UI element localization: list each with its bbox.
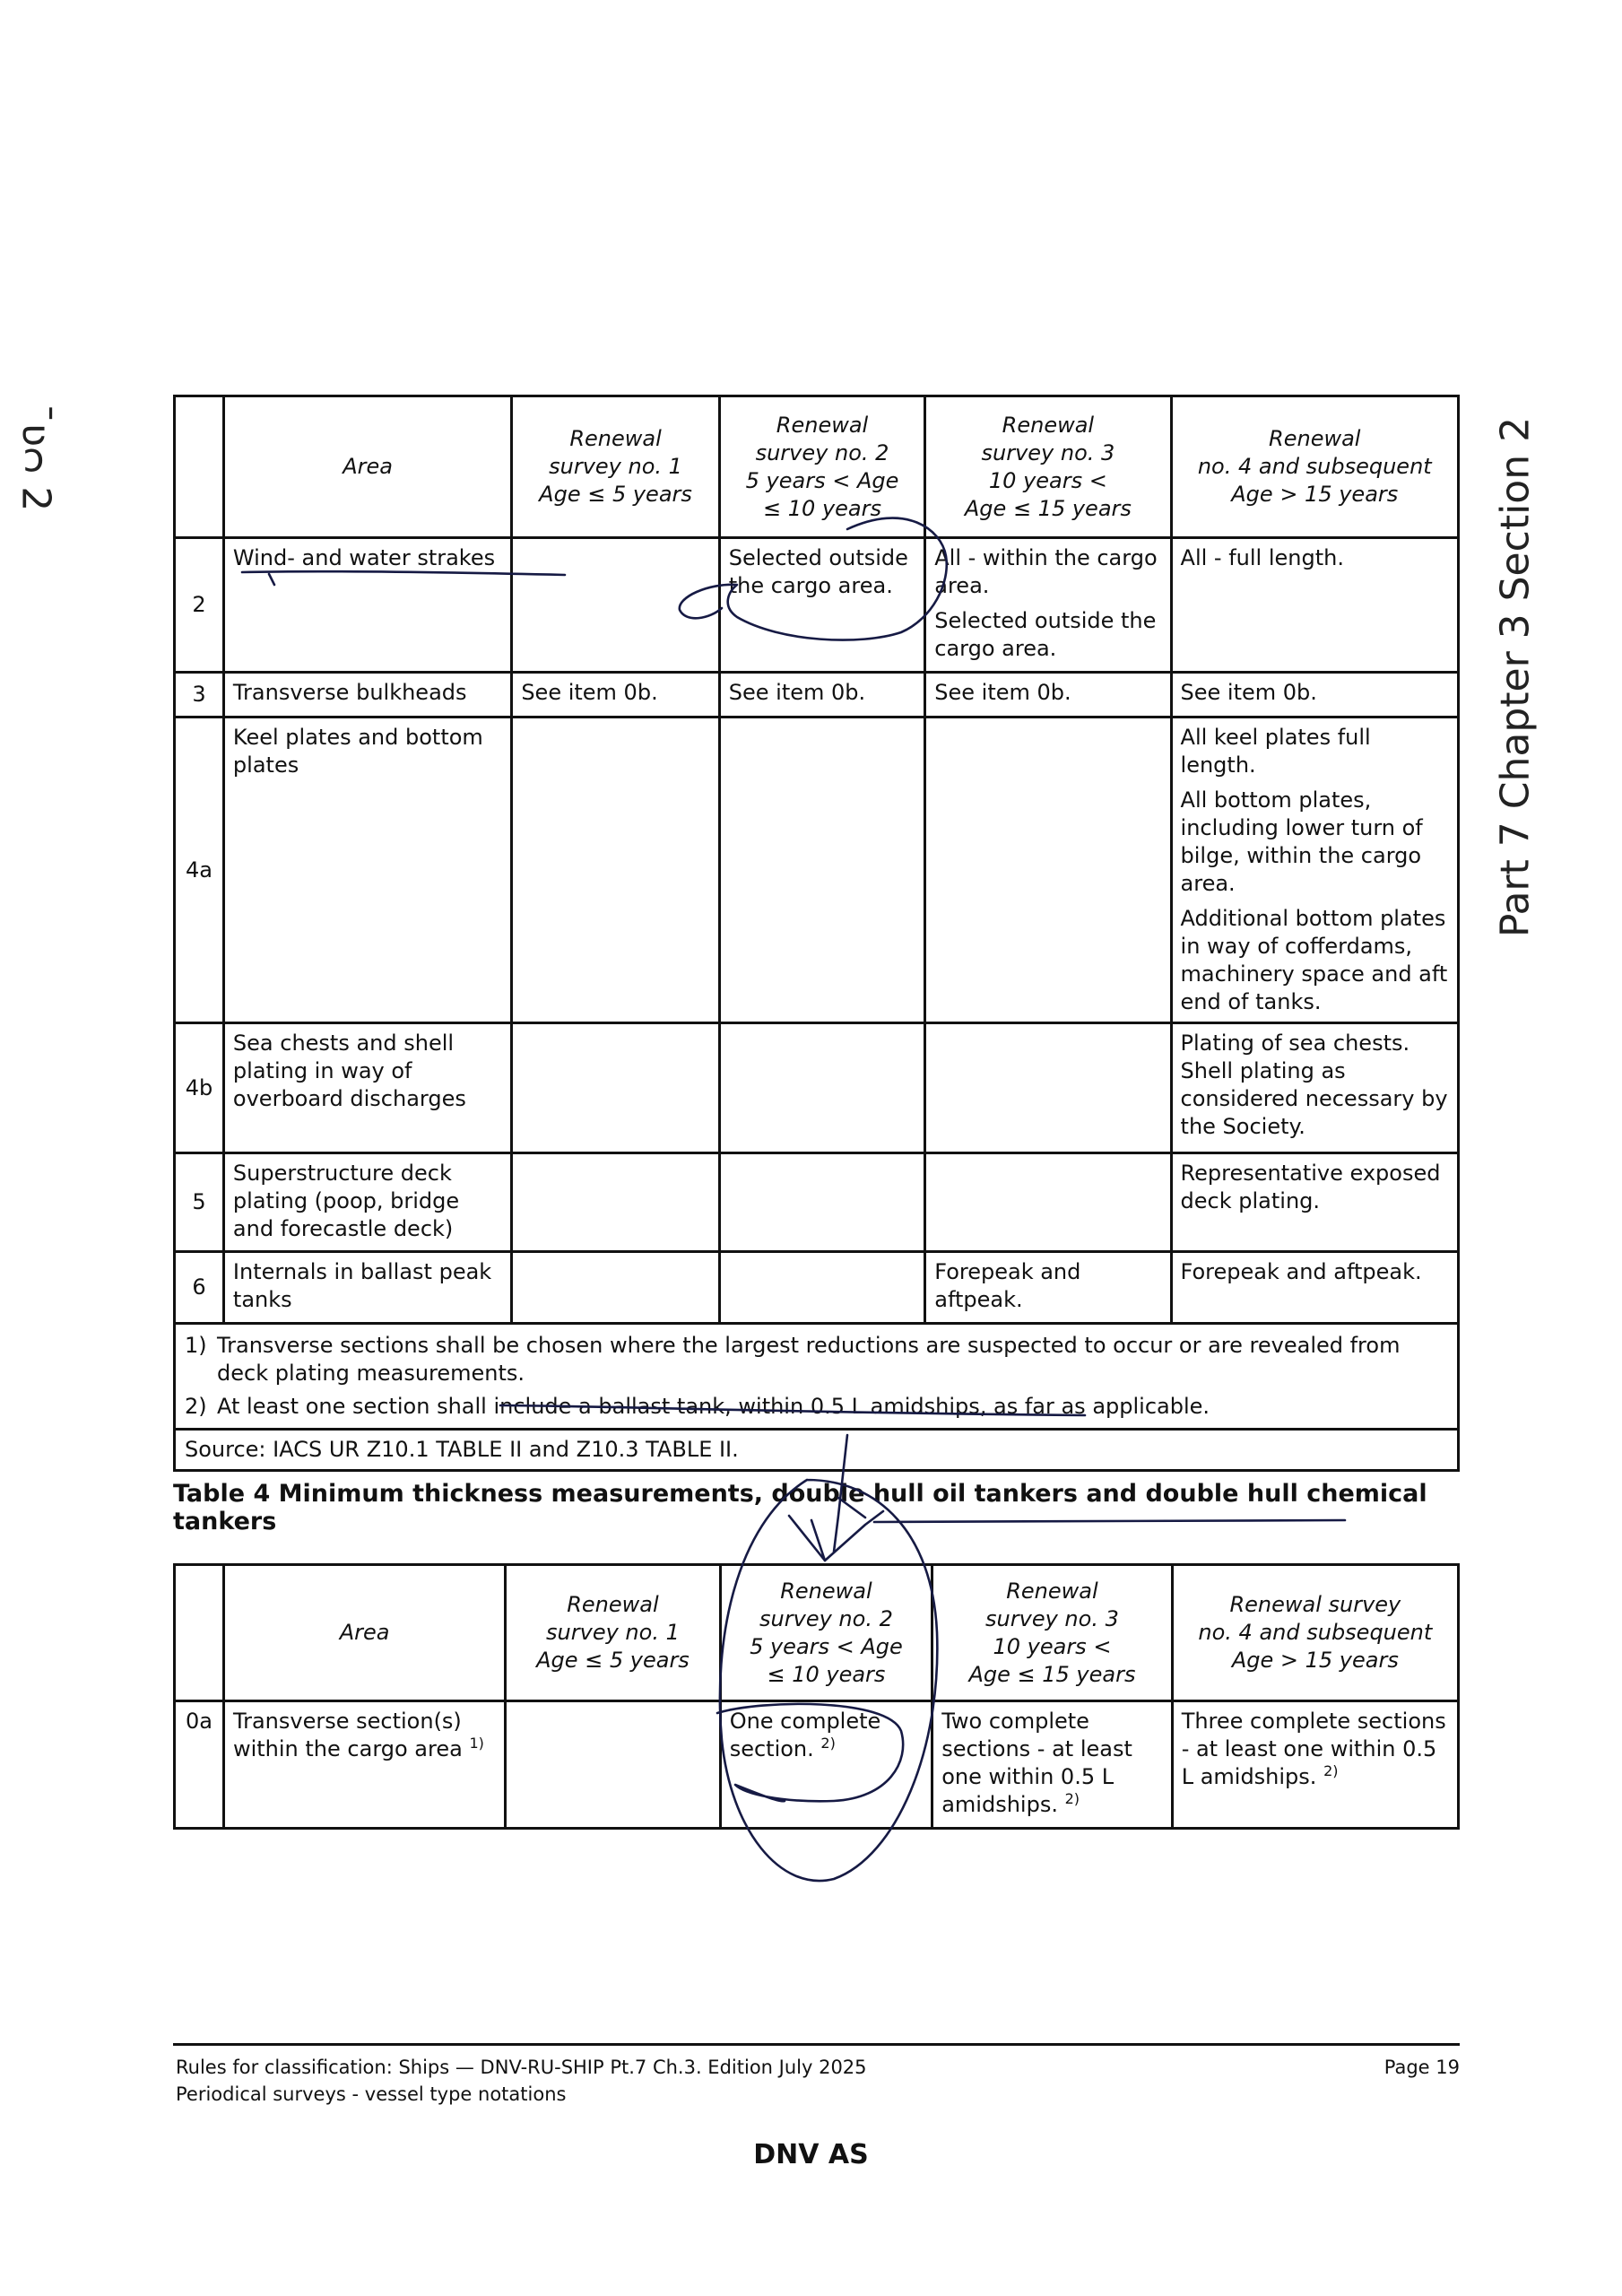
row-area: Keel plates and bottom plates <box>223 718 511 1023</box>
cut-off-side-label: ˉʋᴒ 2 <box>13 403 59 512</box>
cell-survey-1 <box>512 1153 719 1252</box>
footer-document-title: Rules for classification: Ships — DNV-RU-SHIP Pt.7 Ch.3. Edition July 2025 <box>176 2057 867 2078</box>
table-notes-row <box>175 1324 1459 1430</box>
section-side-label: Part 7 Chapter 3 Section 2 <box>1492 416 1539 938</box>
table-4-caption: Table 4 Minimum thickness measurements, double hull oil tankers and double hull chemical tankers <box>173 1480 1427 1535</box>
row-area: Superstructure deck plating (poop, bridge and forecastle deck) <box>223 1153 511 1252</box>
cell-survey-2: See item 0b. <box>719 673 924 718</box>
header-num <box>175 1565 224 1701</box>
cell-survey-3 <box>925 538 1171 673</box>
cell-survey-1 <box>512 1023 719 1153</box>
header-survey-4: Renewal survey no. 4 and subsequent Age > 15 years <box>1172 1565 1458 1701</box>
row-area: Transverse bulkheads <box>223 673 511 718</box>
footer-left <box>176 2054 867 2108</box>
table-3-continued <box>173 395 1460 1472</box>
footnote-ref: 2) <box>820 1735 836 1752</box>
cell-text: Selected outside the cargo area. <box>934 608 1157 661</box>
table-4 <box>173 1563 1460 1830</box>
row-number: 2 <box>175 538 224 673</box>
row-area: Sea chests and shell plating in way of overboard discharges <box>223 1023 511 1153</box>
table-source: Source: IACS UR Z10.1 TABLE II and Z10.3 TABLE II. <box>175 1430 1459 1471</box>
header-num <box>175 396 224 538</box>
cell-text: Additional bottom plates in way of cofferdams, machinery space and aft end of tanks. <box>1180 906 1448 1014</box>
row-number: 0a <box>175 1701 224 1829</box>
header-survey-1: Renewal survey no. 1 Age ≤ 5 years <box>512 396 719 538</box>
footnote-ref: 2) <box>1323 1762 1339 1779</box>
row-area <box>223 1701 505 1829</box>
header-survey-3: Renewal survey no. 3 10 years < Age ≤ 15 years <box>925 396 1171 538</box>
footer-chapter-title: Periodical surveys - vessel type notations <box>176 2083 567 2105</box>
cell-survey-2 <box>719 1023 924 1153</box>
footnote-ref: 1) <box>469 1735 484 1752</box>
row-number: 4b <box>175 1023 224 1153</box>
footer-company: DNV AS <box>753 2139 869 2170</box>
cell-survey-3: Forepeak and aftpeak. <box>925 1252 1171 1324</box>
cell-survey-3 <box>925 1023 1171 1153</box>
cell-text: One complete section. <box>729 1709 881 1761</box>
cell-survey-1 <box>512 538 719 673</box>
header-survey-3: Renewal survey no. 3 10 years < Age ≤ 15 years <box>932 1565 1172 1701</box>
cell-survey-2 <box>719 718 924 1023</box>
table-row <box>175 1701 1459 1829</box>
table-row <box>175 1023 1459 1153</box>
cell-text: Three complete sections - at least one within 0.5 L amidships. <box>1181 1709 1446 1789</box>
table-header-row <box>175 1565 1459 1701</box>
table-header-row <box>175 396 1459 538</box>
header-survey-4: Renewal no. 4 and subsequent Age > 15 years <box>1171 396 1458 538</box>
cell-survey-4: Representative exposed deck plating. <box>1171 1153 1458 1252</box>
row-number: 5 <box>175 1153 224 1252</box>
footnote-ref: 2) <box>1064 1790 1080 1807</box>
footer-page-number: Page 19 <box>1383 2057 1460 2078</box>
note-text: Transverse sections shall be chosen where the largest reductions are suspected to occur or are revealed from deck plating measurements. <box>217 1333 1401 1386</box>
cell-survey-2 <box>720 1701 932 1829</box>
row-area: Internals in ballast peak tanks <box>223 1252 511 1324</box>
table-notes <box>175 1324 1459 1430</box>
cell-survey-2 <box>719 1153 924 1252</box>
cell-survey-1 <box>506 1701 720 1829</box>
cell-text: All - within the cargo area. <box>934 545 1158 598</box>
cell-survey-1 <box>512 718 719 1023</box>
cell-survey-3 <box>925 718 1171 1023</box>
cell-text: Transverse section(s) within the cargo area <box>232 1709 463 1761</box>
cell-survey-3 <box>925 1153 1171 1252</box>
header-survey-2: Renewal survey no. 2 5 years < Age ≤ 10 years <box>720 1565 932 1701</box>
note-mark: 1) <box>185 1333 207 1358</box>
cell-survey-1: See item 0b. <box>512 673 719 718</box>
note-text: At least one section shall include a ballast tank, within 0.5 L amidships, as far as applicable. <box>217 1394 1210 1419</box>
header-survey-1: Renewal survey no. 1 Age ≤ 5 years <box>506 1565 720 1701</box>
table-row <box>175 718 1459 1023</box>
cell-survey-2: Selected outside the cargo area. <box>719 538 924 673</box>
table-row <box>175 1153 1459 1252</box>
cell-survey-4 <box>1172 1701 1458 1829</box>
cell-survey-4: See item 0b. <box>1171 673 1458 718</box>
cell-survey-1 <box>512 1252 719 1324</box>
row-number: 6 <box>175 1252 224 1324</box>
cell-survey-3 <box>932 1701 1172 1829</box>
table-row <box>175 673 1459 718</box>
cell-text: Two complete sections - at least one within 0.5 L amidships. <box>941 1709 1132 1817</box>
cell-text: All keel plates full length. <box>1180 725 1371 778</box>
cell-text: All bottom plates, including lower turn of bilge, within the cargo area. <box>1180 787 1423 896</box>
footer-rule <box>173 2043 1460 2046</box>
table-row <box>175 538 1459 673</box>
cell-survey-4: Plating of sea chests. Shell plating as considered necessary by the Society. <box>1171 1023 1458 1153</box>
cell-survey-2 <box>719 1252 924 1324</box>
row-number: 4a <box>175 718 224 1023</box>
cell-survey-4 <box>1171 718 1458 1023</box>
cell-survey-4: Forepeak and aftpeak. <box>1171 1252 1458 1324</box>
row-area: Wind- and water strakes <box>223 538 511 673</box>
header-survey-2: Renewal survey no. 2 5 years < Age ≤ 10 years <box>719 396 924 538</box>
header-area: Area <box>223 1565 505 1701</box>
header-area: Area <box>223 396 511 538</box>
table-row <box>175 1252 1459 1324</box>
cell-survey-3: See item 0b. <box>925 673 1171 718</box>
cell-survey-4: All - full length. <box>1171 538 1458 673</box>
row-number: 3 <box>175 673 224 718</box>
table-source-row <box>175 1430 1459 1471</box>
note-mark: 2) <box>185 1394 207 1419</box>
